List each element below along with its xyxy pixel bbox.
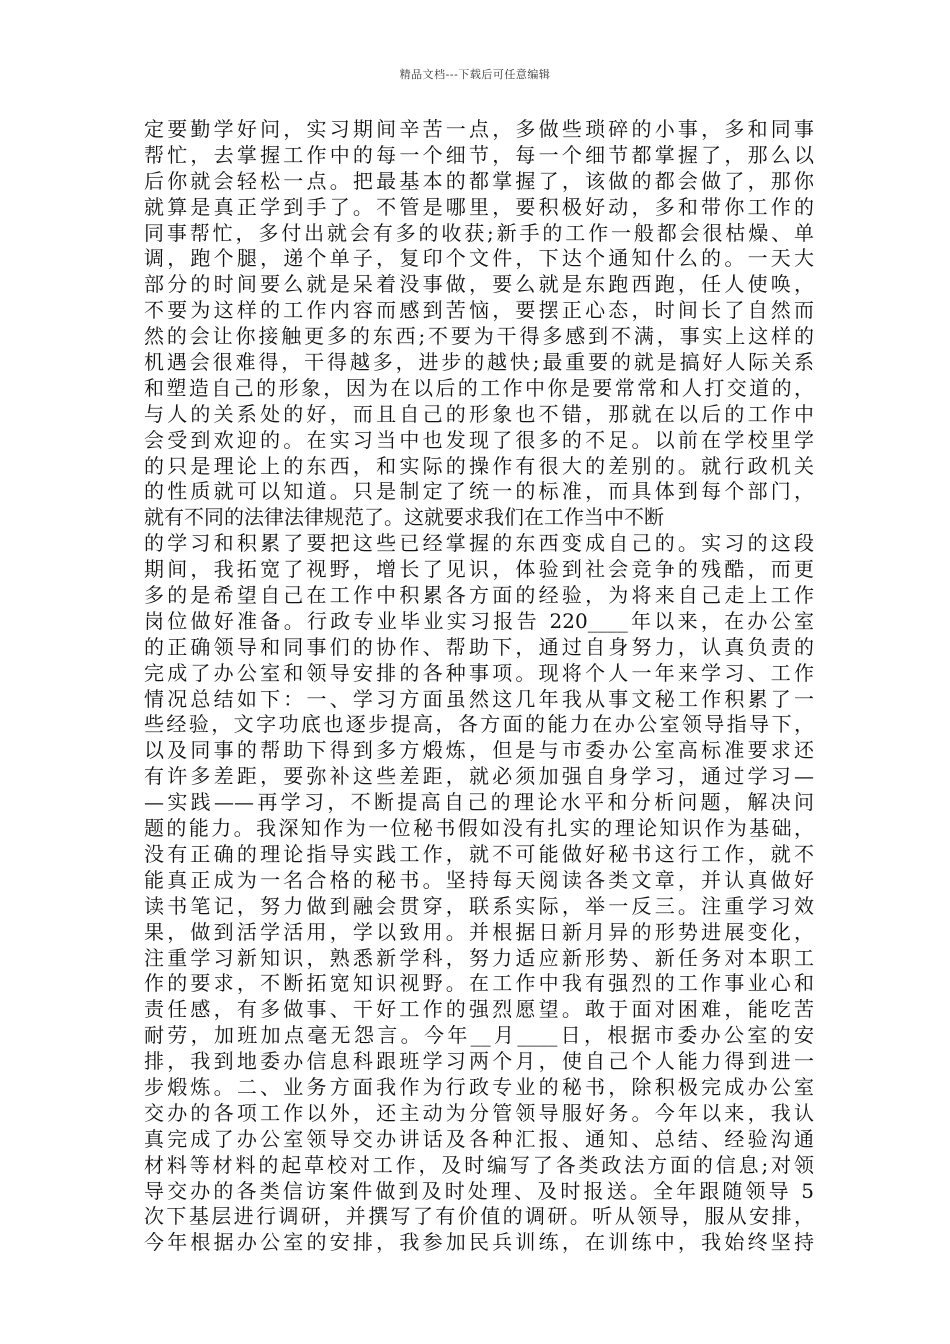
text-line: 以及同事的帮助下得到多方煅炼，但是与市委办公室高标准要求还 xyxy=(144,738,814,763)
text-line: 果，做到活学活用，学以致用。并根据日新月异的形势进展变化， xyxy=(144,919,814,944)
body-paragraph xyxy=(144,117,814,1256)
text-line: 读书笔记，努力做到融会贯穿，联系实际，举一反三。注重学习效 xyxy=(144,893,814,918)
text-line: 作的要求，不断拓宽知识视野。在工作中我有强烈的工作事业心和 xyxy=(144,971,814,996)
text-line: 步煅炼。二、业务方面我作为行政专业的秘书，除积极完成办公室 xyxy=(144,1074,814,1099)
text-line: 帮忙，去掌握工作中的每一个细节，每一个细节都掌握了，那么以 xyxy=(144,142,814,167)
text-line: 的正确领导和同事们的协作、帮助下，通过自身努力，认真负责的 xyxy=(144,634,814,659)
text-line: 与人的关系处的好，而且自己的形象也不错，那就在以后的工作中 xyxy=(144,401,814,426)
text-line: 有许多差距，要弥补这些差距，就必须加强自身学习，通过学习— xyxy=(144,764,814,789)
text-line: 没有正确的理论指导实践工作，就不可能做好秘书这行工作，就不 xyxy=(144,841,814,866)
text-line: 能真正成为一名合格的秘书。坚持每天阅读各类文章，并认真做好 xyxy=(144,867,814,892)
text-line: 排，我到地委办信息科跟班学习两个月，使自己个人能力得到进一 xyxy=(144,1049,814,1074)
text-line: 岗位做好准备。行政专业毕业实习报告 220____年以来，在办公室 xyxy=(144,608,814,633)
text-line: 交办的各项工作以外，还主动为分管领导服好务。今年以来，我认 xyxy=(144,1100,814,1125)
text-line: 定要勤学好问，实习期间辛苦一点，多做些琐碎的小事，多和同事 xyxy=(144,117,814,141)
text-line: 多的是希望自己在工作中积累各方面的经验，为将来自己走上工作 xyxy=(144,583,814,608)
text-line: 完成了办公室和领导安排的各种事项。现将个人一年来学习、工作 xyxy=(144,660,814,685)
page-header: 精品文档---下载后可任意编辑 xyxy=(399,68,551,81)
text-line: 真完成了办公室领导交办讲话及各种汇报、通知、总结、经验沟通 xyxy=(144,1126,814,1151)
text-line: 的学习和积累了要把这些已经掌握的东西变成自己的。实习的这段 xyxy=(144,531,814,556)
text-line: 同事帮忙，多付出就会有多的收获;新手的工作一般都会很枯燥、单 xyxy=(144,220,814,245)
text-line: 注重学习新知识，熟悉新学科，努力适应新形势、新任务对本职工 xyxy=(144,945,814,970)
text-line: 导交办的各类信访案件做到及时处理、及时报送。全年跟随领导 5 xyxy=(144,1178,814,1203)
text-line: 材料等材料的起草校对工作，及时编写了各类政法方面的信息;对领 xyxy=(144,1152,814,1177)
text-line: 次下基层进行调研，并撰写了有价值的调研。听从领导，服从安排， xyxy=(144,1204,814,1229)
text-line: 耐劳，加班加点毫无怨言。今年__月____日，根据市委办公室的安 xyxy=(144,1023,814,1048)
text-line: 就有不同的法律法律规范了。这就要求我们在工作当中不断 xyxy=(144,505,664,530)
text-line: 期间，我拓宽了视野，增长了见识，体验到社会竞争的残酷，而更 xyxy=(144,557,814,582)
text-line: 的只是理论上的东西，和实际的操作有很大的差别的。就行政机关 xyxy=(144,453,814,478)
text-line: 和塑造自己的形象，因为在以后的工作中你是要常常和人打交道的， xyxy=(144,375,814,400)
text-line: 部分的时间要么就是呆着没事做，要么就是东跑西跑，任人使唤， xyxy=(144,272,814,297)
text-line: 就算是真正学到手了。不管是哪里，要积极好动，多和带你工作的 xyxy=(144,194,814,219)
text-line: 调，跑个腿，递个单子，复印个文件，下达个通知什么的。一天大 xyxy=(144,246,814,271)
text-line: 机遇会很难得，干得越多，进步的越快;最重要的就是搞好人际关系 xyxy=(144,350,814,375)
text-line: 会受到欢迎的。在实习当中也发现了很多的不足。以前在学校里学 xyxy=(144,427,814,452)
text-line: 后你就会轻松一点。把最基本的都掌握了，该做的都会做了，那你 xyxy=(144,168,814,193)
text-line: —实践——再学习，不断提高自己的理论水平和分析问题，解决问 xyxy=(144,790,814,815)
text-line: 然的会让你接触更多的东西;不要为干得多感到不满，事实上这样的 xyxy=(144,324,814,349)
text-line: 情况总结如下：一、学习方面虽然这几年我从事文秘工作积累了一 xyxy=(144,686,814,711)
text-line: 不要为这样的工作内容而感到苦恼，要摆正心态，时间长了自然而 xyxy=(144,298,814,323)
text-line: 责任感，有多做事、干好工作的强烈愿望。敢于面对困难，能吃苦 xyxy=(144,997,814,1022)
text-line: 的性质就可以知道。只是制定了统一的标准，而具体到每个部门， xyxy=(144,479,814,504)
text-line: 今年根据办公室的安排，我参加民兵训练，在训练中，我始终坚持 xyxy=(144,1230,814,1255)
text-line: 些经验，文字功底也逐步提高，各方面的能力在办公室领导指导下， xyxy=(144,712,814,737)
text-line: 题的能力。我深知作为一位秘书假如没有扎实的理论知识作为基础， xyxy=(144,816,814,841)
